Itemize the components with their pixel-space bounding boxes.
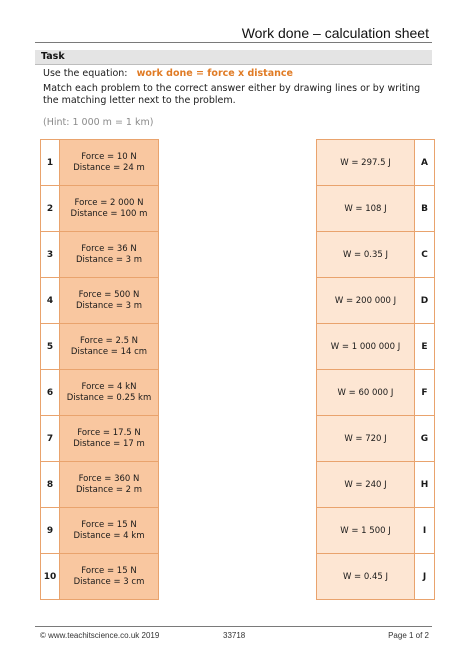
answer-letter: H — [415, 462, 434, 507]
problem-values — [60, 186, 158, 231]
problem-distance: Distance = 100 m — [70, 208, 148, 219]
problem-number: 1 — [41, 140, 60, 185]
answers-column — [316, 139, 435, 600]
problem-values — [60, 278, 158, 323]
problem-number: 7 — [41, 416, 60, 461]
answer-row — [317, 140, 434, 186]
problem-force: Force = 2 000 N — [74, 197, 144, 208]
footer-divider — [35, 626, 432, 627]
problem-distance: Distance = 2 m — [75, 484, 143, 495]
problem-distance: Distance = 3 m — [75, 254, 143, 265]
instruction-text: Match each problem to the correct answer either by drawing lines or by writing the matching letter next to the problem. — [43, 83, 421, 106]
answer-row — [317, 277, 434, 324]
answer-value: W = 297.5 J — [317, 140, 415, 185]
answer-letter: J — [415, 554, 434, 599]
answer-letter: B — [415, 186, 434, 231]
answer-row — [317, 507, 434, 554]
problems-column — [40, 139, 159, 600]
problem-row — [41, 461, 158, 508]
header-divider — [35, 42, 432, 43]
problem-values — [60, 140, 158, 185]
answer-value: W = 240 J — [317, 462, 415, 507]
answer-letter: G — [415, 416, 434, 461]
answer-value: W = 108 J — [317, 186, 415, 231]
answer-row — [317, 415, 434, 462]
answer-value: W = 0.45 J — [317, 554, 415, 599]
hint-text: (Hint: 1 000 m = 1 km) — [43, 117, 154, 128]
problem-force: Force = 15 N — [81, 565, 137, 576]
answer-row — [317, 553, 434, 600]
problem-number: 3 — [41, 232, 60, 277]
equation-line — [43, 68, 293, 79]
problem-force: Force = 500 N — [78, 289, 140, 300]
instruction-prefix: Use the equation: — [43, 68, 128, 79]
problem-force: Force = 15 N — [81, 519, 137, 530]
problem-number: 10 — [41, 554, 60, 599]
problem-values — [60, 370, 158, 415]
problem-distance: Distance = 4 km — [73, 530, 145, 541]
answer-value: W = 0.35 J — [317, 232, 415, 277]
answer-value: W = 60 000 J — [317, 370, 415, 415]
problem-row — [41, 507, 158, 554]
equation-text: work done = force x distance — [136, 68, 293, 79]
task-header-bar — [35, 50, 432, 65]
footer-copyright: © www.teachitscience.co.uk 2019 — [40, 631, 160, 640]
problem-distance: Distance = 14 cm — [70, 346, 148, 357]
problem-row — [41, 231, 158, 278]
problem-number: 5 — [41, 324, 60, 369]
problem-distance: Distance = 17 m — [73, 438, 145, 449]
answer-value: W = 200 000 J — [317, 278, 415, 323]
problem-row — [41, 323, 158, 370]
problem-values — [60, 462, 158, 507]
problem-row — [41, 140, 158, 186]
answer-row — [317, 323, 434, 370]
problem-distance: Distance = 24 m — [73, 162, 145, 173]
problem-force: Force = 4 kN — [81, 381, 137, 392]
problem-force: Force = 36 N — [81, 243, 137, 254]
problem-distance: Distance = 3 cm — [73, 576, 145, 587]
answer-letter: C — [415, 232, 434, 277]
answer-letter: I — [415, 508, 434, 553]
answer-value: W = 1 000 000 J — [317, 324, 415, 369]
problem-values — [60, 232, 158, 277]
problem-row — [41, 277, 158, 324]
problem-values — [60, 324, 158, 369]
footer-page-number: Page 1 of 2 — [388, 631, 429, 640]
answer-letter: E — [415, 324, 434, 369]
problem-row — [41, 185, 158, 232]
answer-row — [317, 185, 434, 232]
problem-values — [60, 416, 158, 461]
problem-force: Force = 360 N — [78, 473, 140, 484]
problem-number: 4 — [41, 278, 60, 323]
problem-values — [60, 508, 158, 553]
problem-values — [60, 554, 158, 599]
problem-number: 2 — [41, 186, 60, 231]
answer-row — [317, 461, 434, 508]
problem-row — [41, 553, 158, 600]
task-label: Task — [41, 51, 65, 62]
problem-force: Force = 2.5 N — [79, 335, 139, 346]
answer-letter: D — [415, 278, 434, 323]
answer-letter: F — [415, 370, 434, 415]
problem-force: Force = 17.5 N — [77, 427, 141, 438]
footer-code: 33718 — [223, 631, 246, 640]
answer-row — [317, 231, 434, 278]
problem-distance: Distance = 0.25 km — [66, 392, 152, 403]
page-title: Work done – calculation sheet — [241, 25, 429, 41]
problem-row — [41, 415, 158, 462]
problem-force: Force = 10 N — [81, 151, 137, 162]
answer-letter: A — [415, 140, 434, 185]
problem-row — [41, 369, 158, 416]
problem-distance: Distance = 3 m — [75, 300, 143, 311]
answer-row — [317, 369, 434, 416]
problem-number: 6 — [41, 370, 60, 415]
answer-value: W = 720 J — [317, 416, 415, 461]
answer-value: W = 1 500 J — [317, 508, 415, 553]
problem-number: 9 — [41, 508, 60, 553]
problem-number: 8 — [41, 462, 60, 507]
